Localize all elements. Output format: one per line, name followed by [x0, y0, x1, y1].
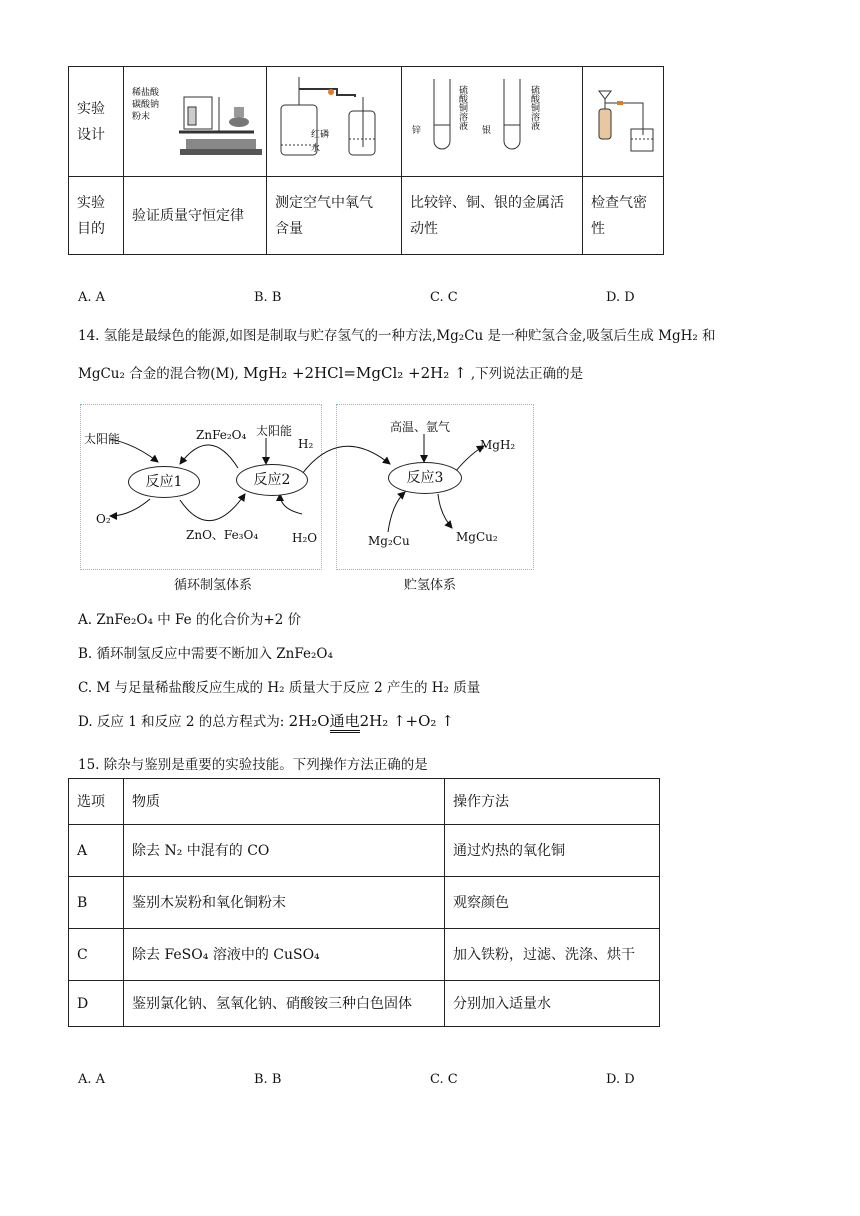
- q15-row-b-method: 观察颜色: [445, 877, 660, 929]
- label-o2: O₂: [96, 512, 111, 526]
- q14-option-d[interactable]: [78, 710, 454, 731]
- q15-row-a-substance: 除去 N₂ 中混有的 CO: [124, 825, 445, 877]
- purpose-4: 检查气密 性: [583, 177, 664, 255]
- label-znfe2o4: ZnFe₂O₄: [196, 428, 247, 442]
- purpose-3: 比较锌、铜、银的金属活 动性: [402, 177, 583, 255]
- reaction2-node: 反应2: [236, 464, 308, 496]
- label-zno-fe3o4: ZnO、Fe₃O₄: [186, 528, 259, 542]
- q15-row-a-method: 通过灼热的氧化铜: [445, 825, 660, 877]
- label-cuso4-1: 硫酸铜溶液: [457, 85, 467, 130]
- q15-option-b[interactable]: B. B: [254, 1072, 282, 1087]
- q14-option-a[interactable]: A. ZnFe₂O₄ 中 Fe 的化合价为+2 价: [78, 612, 302, 628]
- q14-stem-line1: 14. 氢能是最绿色的能源,如图是制取与贮存氢气的一种方法,Mg₂Cu 是一种贮氢合金,吸氢后生成 MgH₂ 和: [78, 328, 716, 344]
- q14-option-d-eq-cond: 通电: [330, 712, 360, 733]
- label-phosphorus: 红磷: [311, 130, 330, 140]
- balance-apparatus-image: [124, 67, 266, 167]
- cycle-title: 循环制氢体系: [174, 578, 253, 593]
- label-mgh2: MgH₂: [480, 438, 516, 452]
- q15-option-c[interactable]: C. C: [430, 1072, 458, 1087]
- metal-tubes-image: [402, 67, 582, 167]
- q15-row-d-substance: 鉴别氯化钠、氢氧化钠、硝酸铵三种白色固体: [124, 981, 445, 1027]
- label-water: 水: [311, 144, 321, 154]
- q13-option-b[interactable]: B. B: [254, 290, 282, 305]
- purpose-2: 测定空气中氧气 含量: [267, 177, 402, 255]
- label-sun1: 太阳能: [84, 432, 121, 446]
- q15-row-a-key: A: [69, 825, 124, 877]
- label-zinc: 锌: [412, 126, 422, 136]
- q14-option-d-eq-right: 2H₂ ↑+O₂ ↑: [359, 712, 454, 730]
- q14-equation: MgH₂ +2HCl=MgCl₂ +2H₂ ↑: [243, 364, 467, 382]
- label-h2o: H₂O: [292, 531, 318, 545]
- row-header-purpose: 实验 目的: [69, 177, 124, 255]
- q15-header-method: 操作方法: [445, 779, 660, 825]
- label-powder: 粉末: [132, 112, 151, 122]
- phosphorus-apparatus-image: [267, 67, 401, 167]
- q15-row-b-substance: 鉴别木炭粉和氧化铜粉末: [124, 877, 445, 929]
- label-cuso4-2: 硫酸铜溶液: [529, 85, 539, 130]
- q14-stem-part-b: ,下列说法正确的是: [470, 366, 584, 382]
- q15-option-a[interactable]: A. A: [78, 1072, 106, 1087]
- reaction1-node: 反应1: [128, 466, 200, 498]
- q14-option-d-eq-left: 2H₂O: [288, 712, 330, 730]
- label-condition: 高温、氩气: [390, 420, 451, 434]
- q14-stem-line2: [78, 362, 583, 382]
- img-cell-phosphorus: [267, 67, 402, 177]
- airtight-check-image: [583, 67, 663, 167]
- q15-table: [68, 778, 660, 1027]
- q15-row-c-substance: 除去 FeSO₄ 溶液中的 CuSO₄: [124, 929, 445, 981]
- q15-header-substance: 物质: [124, 779, 445, 825]
- label-sun2: 太阳能: [256, 424, 293, 438]
- label-h2: H₂: [298, 437, 314, 451]
- storage-title: 贮氢体系: [404, 578, 457, 593]
- img-cell-metals: [402, 67, 583, 177]
- img-cell-balance: [124, 67, 267, 177]
- q15-row-c-key: C: [69, 929, 124, 981]
- q14-option-c[interactable]: C. M 与足量稀盐酸反应生成的 H₂ 质量大于反应 2 产生的 H₂ 质量: [78, 680, 481, 696]
- label-silver: 银: [482, 126, 492, 136]
- purpose-1: 验证质量守恒定律: [124, 177, 267, 255]
- label-na2co3: 碳酸钠: [132, 100, 160, 110]
- q15-row-b-key: B: [69, 877, 124, 929]
- reaction3-node: 反应3: [388, 462, 462, 494]
- img-cell-airtight: [583, 67, 664, 177]
- label-mgcu2: MgCu₂: [456, 530, 498, 544]
- q15-row-d-key: D: [69, 981, 124, 1027]
- q15-row-d-method: 分别加入适量水: [445, 981, 660, 1027]
- experiment-table: [68, 66, 664, 255]
- q14-option-b[interactable]: B. 循环制氢反应中需要不断加入 ZnFe₂O₄: [78, 646, 333, 662]
- q15-row-c-method: 加入铁粉，过滤、洗涤、烘干: [445, 929, 660, 981]
- q15-option-d[interactable]: D. D: [606, 1072, 635, 1087]
- q15-stem: 15. 除杂与鉴别是重要的实验技能。下列操作方法正确的是: [78, 757, 428, 773]
- q13-option-a[interactable]: A. A: [78, 290, 106, 305]
- label-hcl: 稀盐酸: [132, 88, 160, 98]
- q14-option-d-text: D. 反应 1 和反应 2 的总方程式为:: [78, 714, 285, 730]
- q13-option-d[interactable]: D. D: [606, 290, 635, 305]
- label-mg2cu: Mg₂Cu: [368, 534, 410, 548]
- q13-option-c[interactable]: C. C: [430, 290, 458, 305]
- q15-header-option: 选项: [69, 779, 124, 825]
- q14-stem-part-a: MgCu₂ 合金的混合物(M),: [78, 366, 239, 382]
- row-header-design: 实验 设计: [69, 67, 124, 177]
